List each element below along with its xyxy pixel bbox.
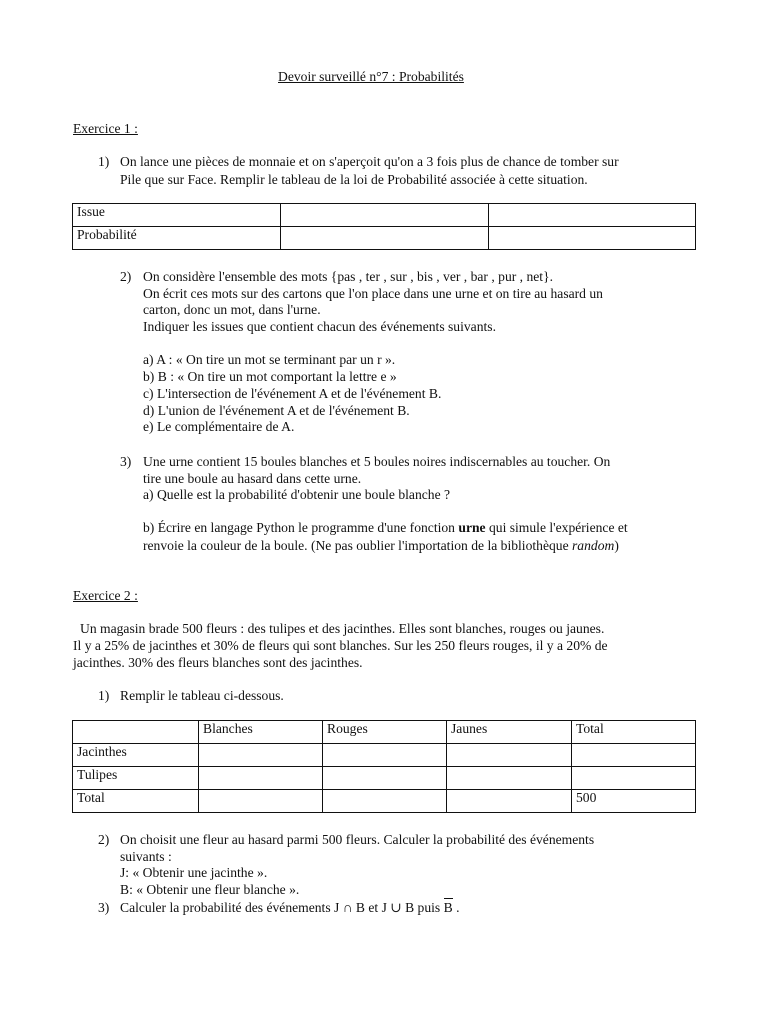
table2-cell bbox=[199, 744, 323, 767]
table2-cell bbox=[323, 790, 447, 813]
table2-cell bbox=[447, 767, 572, 790]
ex2-q2-line2: suivants : bbox=[120, 849, 172, 864]
ex2-q2-number: 2) bbox=[98, 832, 110, 847]
ex2-q3-text bbox=[120, 900, 459, 916]
ex1-q3-line2: tire une boule au hasard dans cette urne. bbox=[143, 471, 362, 486]
table2-header-rouges: Rouges bbox=[323, 721, 447, 744]
page-title: Devoir surveillé n°7 : Probabilités bbox=[278, 69, 464, 84]
complement-b-symbol: B bbox=[443, 900, 453, 915]
ex1-q2-item-e: e) Le complémentaire de A. bbox=[143, 419, 295, 434]
ex2-q1-number: 1) bbox=[98, 688, 110, 703]
ex1-q3-item-b bbox=[143, 520, 628, 536]
table2-cell bbox=[323, 767, 447, 790]
table1-cell bbox=[489, 204, 696, 227]
table2-row-jacinthes: Jacinthes bbox=[73, 744, 199, 767]
ex2-q3-text-main: Calculer la probabilité des événements J ∩ B et J ∪ B puis bbox=[120, 900, 444, 915]
table2-grand-total: 500 bbox=[572, 790, 696, 813]
ex1-q2-line2: On écrit ces mots sur des cartons que l'on place dans une urne et on tire au hasard un bbox=[143, 286, 603, 301]
table2-cell bbox=[572, 744, 696, 767]
ex1-q1-number: 1) bbox=[98, 154, 110, 169]
ex1-q2-item-a: a) A : « On tire un mot se terminant par un r ». bbox=[143, 352, 396, 367]
ex1-q3-b-line2-text: renvoie la couleur de la boule. (Ne pas oublier l'importation de la bibliothèque bbox=[143, 538, 573, 553]
ex1-q3-item-b-line2 bbox=[143, 538, 619, 554]
table2-header-blanches: Blanches bbox=[199, 721, 323, 744]
table2-cell bbox=[323, 744, 447, 767]
ex1-q2-item-c: c) L'intersection de l'événement A et de l'événement B. bbox=[143, 386, 442, 401]
table1-label-probabilite: Probabilité bbox=[73, 227, 281, 250]
table2-cell bbox=[447, 744, 572, 767]
ex1-q3-number: 3) bbox=[120, 454, 132, 469]
flowers-table bbox=[72, 720, 696, 813]
ex2-q2-line1: On choisit une fleur au hasard parmi 500 fleurs. Calculer la probabilité des événements bbox=[120, 832, 595, 847]
table2-header-total: Total bbox=[572, 721, 696, 744]
ex2-q3-text-end: . bbox=[452, 900, 460, 915]
ex1-q1-line1: On lance une pièces de monnaie et on s'aperçoit qu'on a 3 fois plus de chance de tomber sur bbox=[120, 154, 619, 169]
ex2-intro-line3: jacinthes. 30% des fleurs blanches sont des jacinthes. bbox=[73, 655, 363, 670]
ex1-q3-line1: Une urne contient 15 boules blanches et 5 boules noires indiscernables au toucher. On bbox=[143, 454, 611, 469]
table2-cell bbox=[447, 790, 572, 813]
ex2-intro-line2: Il y a 25% de jacinthes et 30% de fleurs qui sont blanches. Sur les 250 fleurs rouges, il y a 20% de bbox=[73, 638, 608, 653]
table1-cell bbox=[281, 227, 489, 250]
exercise-1-heading: Exercice 1 : bbox=[73, 121, 138, 136]
table1-label-issue: Issue bbox=[73, 204, 281, 227]
table2-cell bbox=[199, 790, 323, 813]
ex1-q3-item-a: a) Quelle est la probabilité d'obtenir une boule blanche ? bbox=[143, 487, 451, 502]
ex1-q3-b-text-end: qui simule l'expérience et bbox=[485, 520, 628, 535]
ex1-q2-item-b: b) B : « On tire un mot comportant la lettre e » bbox=[143, 369, 397, 384]
table1-cell bbox=[281, 204, 489, 227]
ex2-q3-number: 3) bbox=[98, 900, 110, 915]
table1-cell bbox=[489, 227, 696, 250]
exercise-2-heading: Exercice 2 : bbox=[73, 588, 138, 603]
table2-cell bbox=[199, 767, 323, 790]
ex1-q2-item-d: d) L'union de l'événement A et de l'événement B. bbox=[143, 403, 410, 418]
ex1-q2-line3: carton, donc un mot, dans l'urne. bbox=[143, 302, 321, 317]
ex1-q3-b-line2-end: ) bbox=[614, 538, 619, 553]
ex1-q1-line2: Pile que sur Face. Remplir le tableau de la loi de Probabilité associée à cette situation. bbox=[120, 172, 588, 187]
table2-header-jaunes: Jaunes bbox=[447, 721, 572, 744]
probability-table bbox=[72, 203, 696, 250]
ex1-q2-line1: On considère l'ensemble des mots {pas , ter , sur , bis , ver , bar , pur , net}. bbox=[143, 269, 554, 284]
ex1-q2-number: 2) bbox=[120, 269, 132, 284]
table2-cell bbox=[572, 767, 696, 790]
library-name-random: random bbox=[572, 538, 615, 553]
table2-row-tulipes: Tulipes bbox=[73, 767, 199, 790]
ex2-q2-line3: J: « Obtenir une jacinthe ». bbox=[120, 865, 268, 880]
ex2-q1-text: Remplir le tableau ci-dessous. bbox=[120, 688, 284, 703]
function-name-urne: urne bbox=[458, 520, 486, 535]
ex1-q3-b-text: b) Écrire en langage Python le programme d'une fonction bbox=[143, 520, 459, 535]
table2-row-total: Total bbox=[73, 790, 199, 813]
ex2-intro-line1: Un magasin brade 500 fleurs : des tulipes et des jacinthes. Elles sont blanches, rouges ou jaunes. bbox=[80, 621, 605, 636]
table2-corner bbox=[73, 721, 199, 744]
ex1-q2-line4: Indiquer les issues que contient chacun des événements suivants. bbox=[143, 319, 496, 334]
ex2-q2-line4: B: « Obtenir une fleur blanche ». bbox=[120, 882, 300, 897]
